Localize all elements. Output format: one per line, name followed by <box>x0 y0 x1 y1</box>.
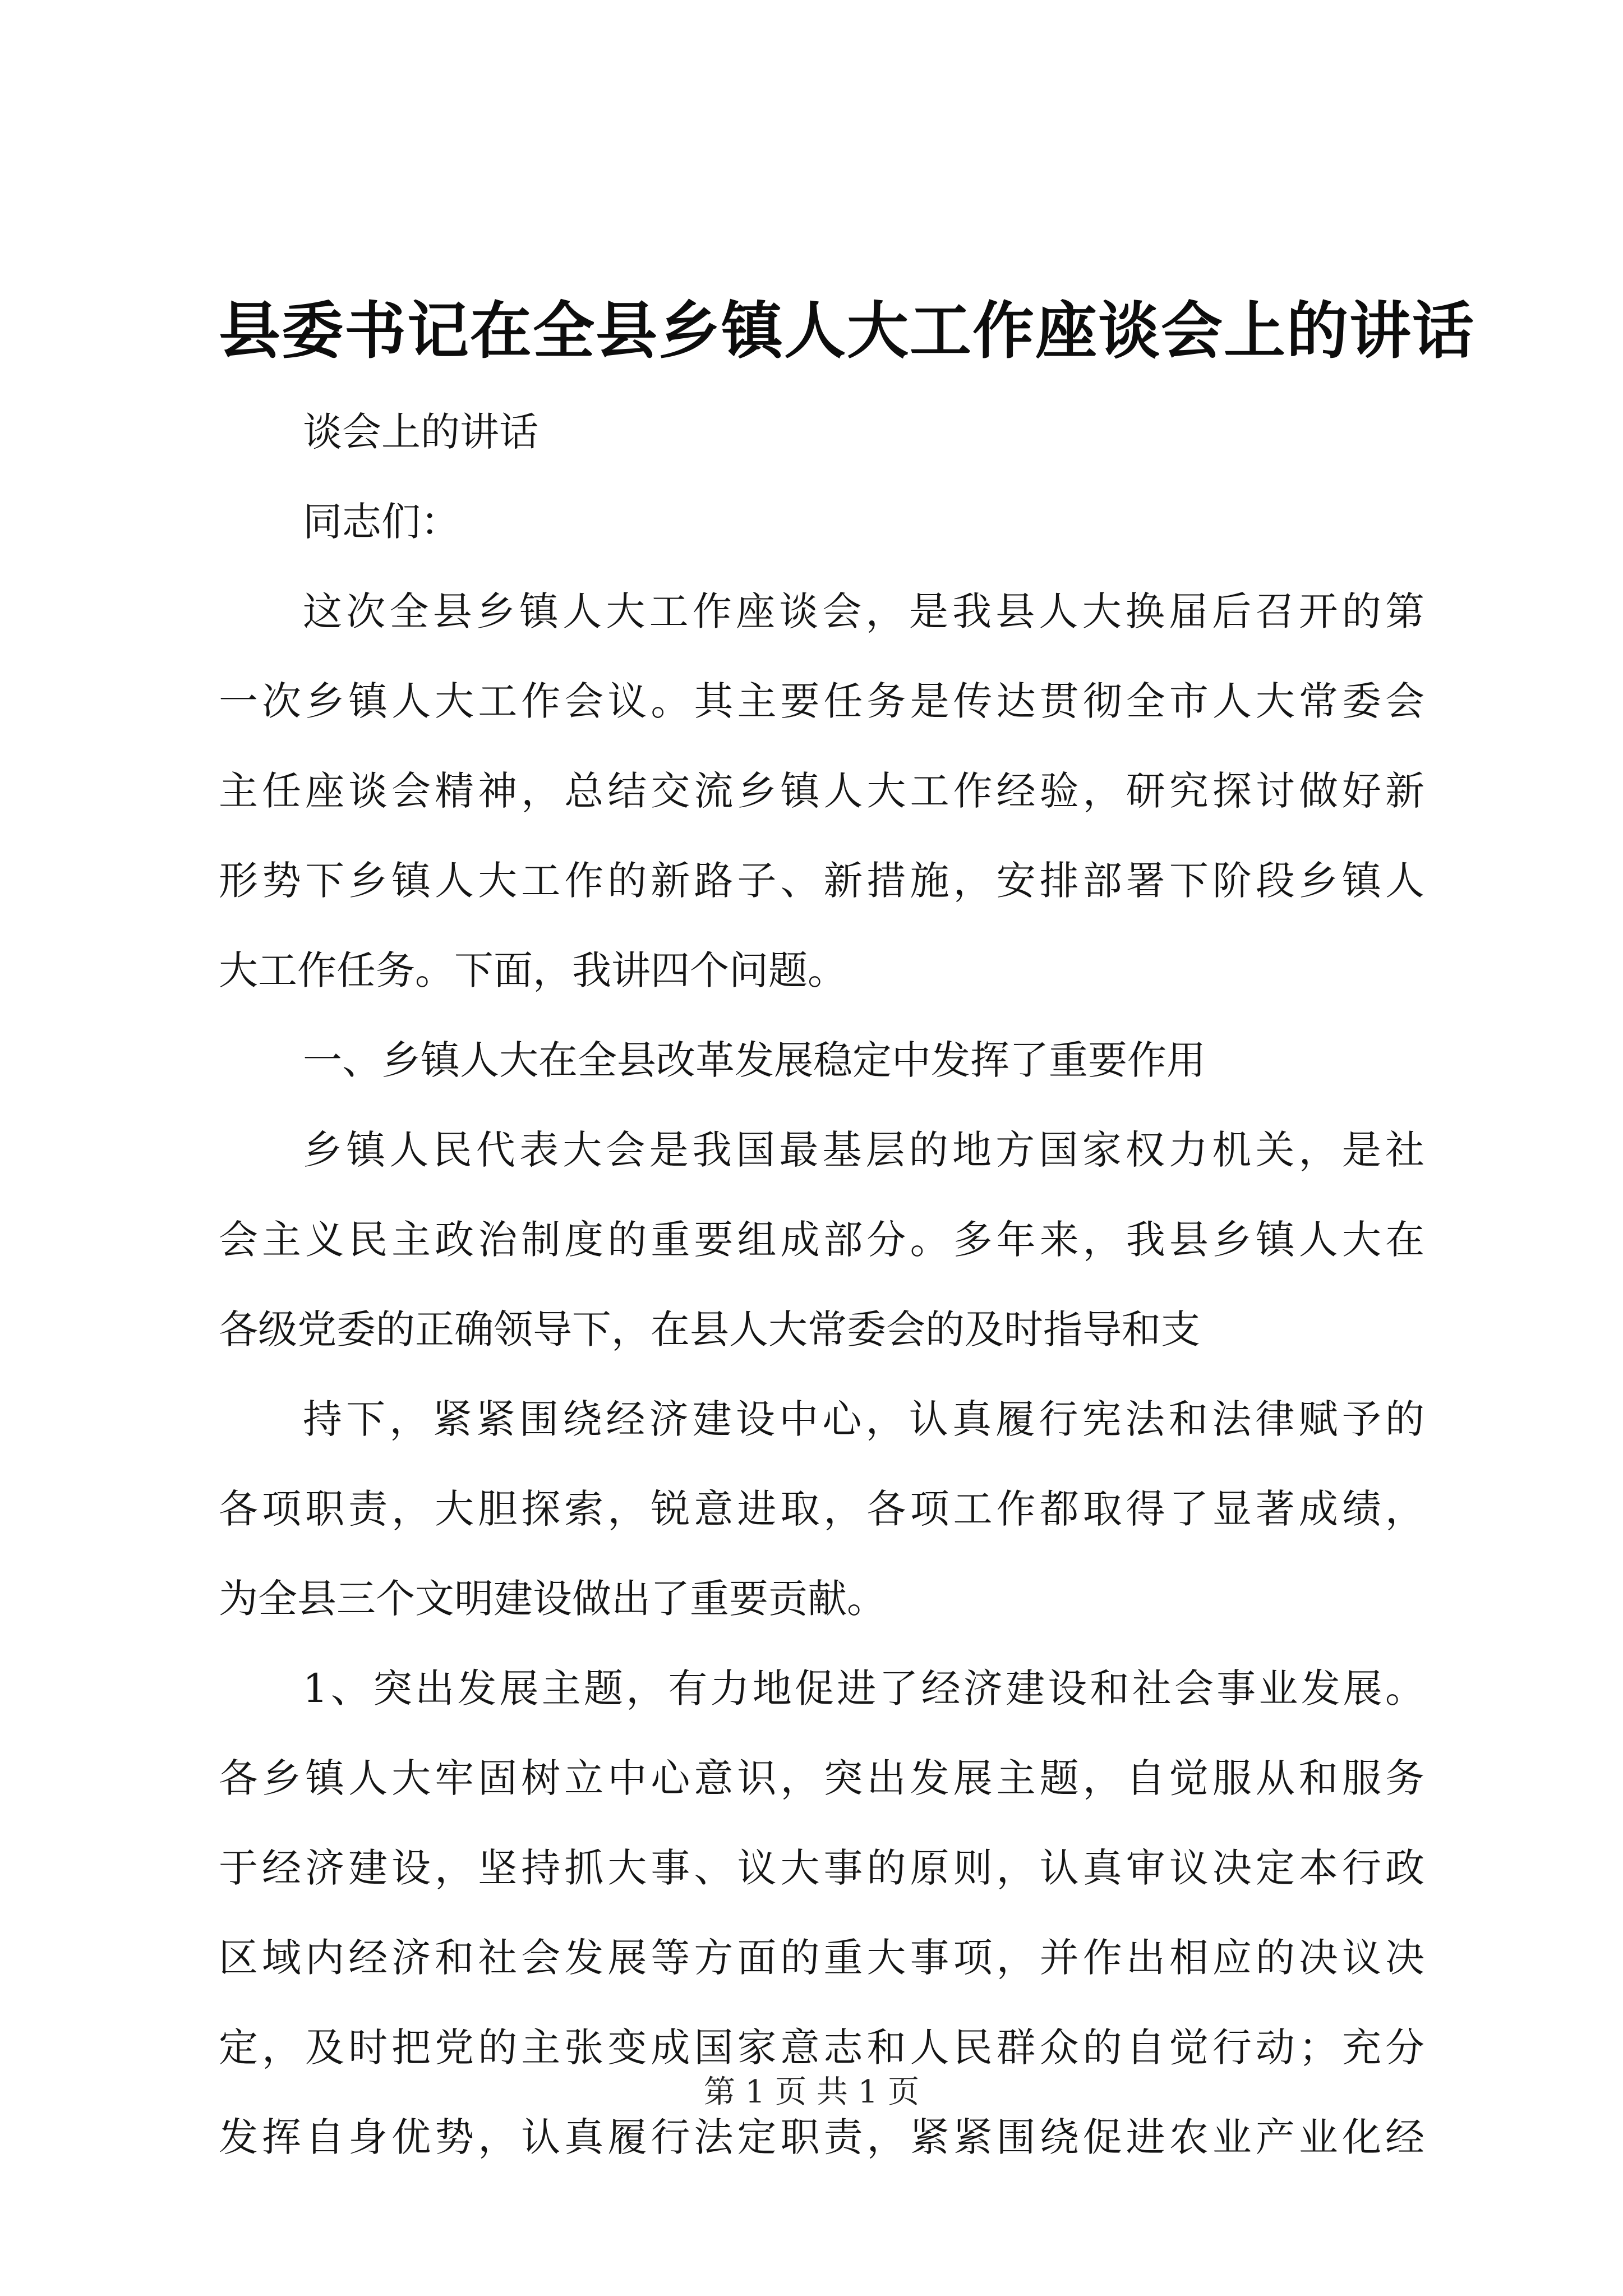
paragraph-line: 各乡镇人大牢固树立中心意识，突出发展主题，自觉服从和服务 <box>219 1755 1424 1801</box>
paragraph-line: 同志们： <box>303 499 460 545</box>
page-number-footer: 第 1 页 共 1 页 <box>703 2074 920 2110</box>
paragraph-line: 各级党委的正确领导下，在县人大常委会的及时指导和支 <box>219 1306 1200 1352</box>
paragraph-line: 乡镇人民代表大会是我国最基层的地方国家权力机关，是社 <box>303 1127 1424 1173</box>
paragraph-line: 一次乡镇人大工作会议。其主要任务是传达贯彻全市人大常委会 <box>219 678 1424 724</box>
paragraph-line: 各项职责，大胆探索，锐意进取，各项工作都取得了显著成绩， <box>219 1486 1424 1532</box>
paragraph-line: 大工作任务。下面，我讲四个问题。 <box>219 947 847 993</box>
paragraph-line: 发挥自身优势，认真履行法定职责，紧紧围绕促进农业产业化经 <box>219 2114 1424 2160</box>
paragraph-line: 定，及时把党的主张变成国家意志和人民群众的自觉行动；充分 <box>219 2024 1424 2070</box>
paragraph-line: 1、突出发展主题，有力地促进了经济建设和社会事业发展。 <box>303 1665 1424 1711</box>
section-heading: 一、乡镇人大在全县改革发展稳定中发挥了重要作用 <box>303 1037 1206 1083</box>
document-title: 县委书记在全县乡镇人大工作座谈会上的讲话 <box>219 295 1475 367</box>
paragraph-line: 谈会上的讲话 <box>303 409 538 455</box>
paragraph-line: 持下，紧紧围绕经济建设中心，认真履行宪法和法律赋予的 <box>303 1396 1424 1442</box>
paragraph-line: 形势下乡镇人大工作的新路子、新措施，安排部署下阶段乡镇人 <box>219 858 1424 904</box>
paragraph-line: 区域内经济和社会发展等方面的重大事项，并作出相应的决议决 <box>219 1935 1424 1981</box>
document-body <box>219 387 1424 2182</box>
paragraph-line: 会主义民主政治制度的重要组成部分。多年来，我县乡镇人大在 <box>219 1217 1424 1263</box>
paragraph-line: 为全县三个文明建设做出了重要贡献。 <box>219 1576 886 1622</box>
paragraph-line: 于经济建设，坚持抓大事、议大事的原则，认真审议决定本行政 <box>219 1845 1424 1891</box>
paragraph-line: 这次全县乡镇人大工作座谈会，是我县人大换届后召开的第 <box>303 588 1424 634</box>
paragraph-line: 主任座谈会精神，总结交流乡镇人大工作经验，研究探讨做好新 <box>219 768 1424 814</box>
